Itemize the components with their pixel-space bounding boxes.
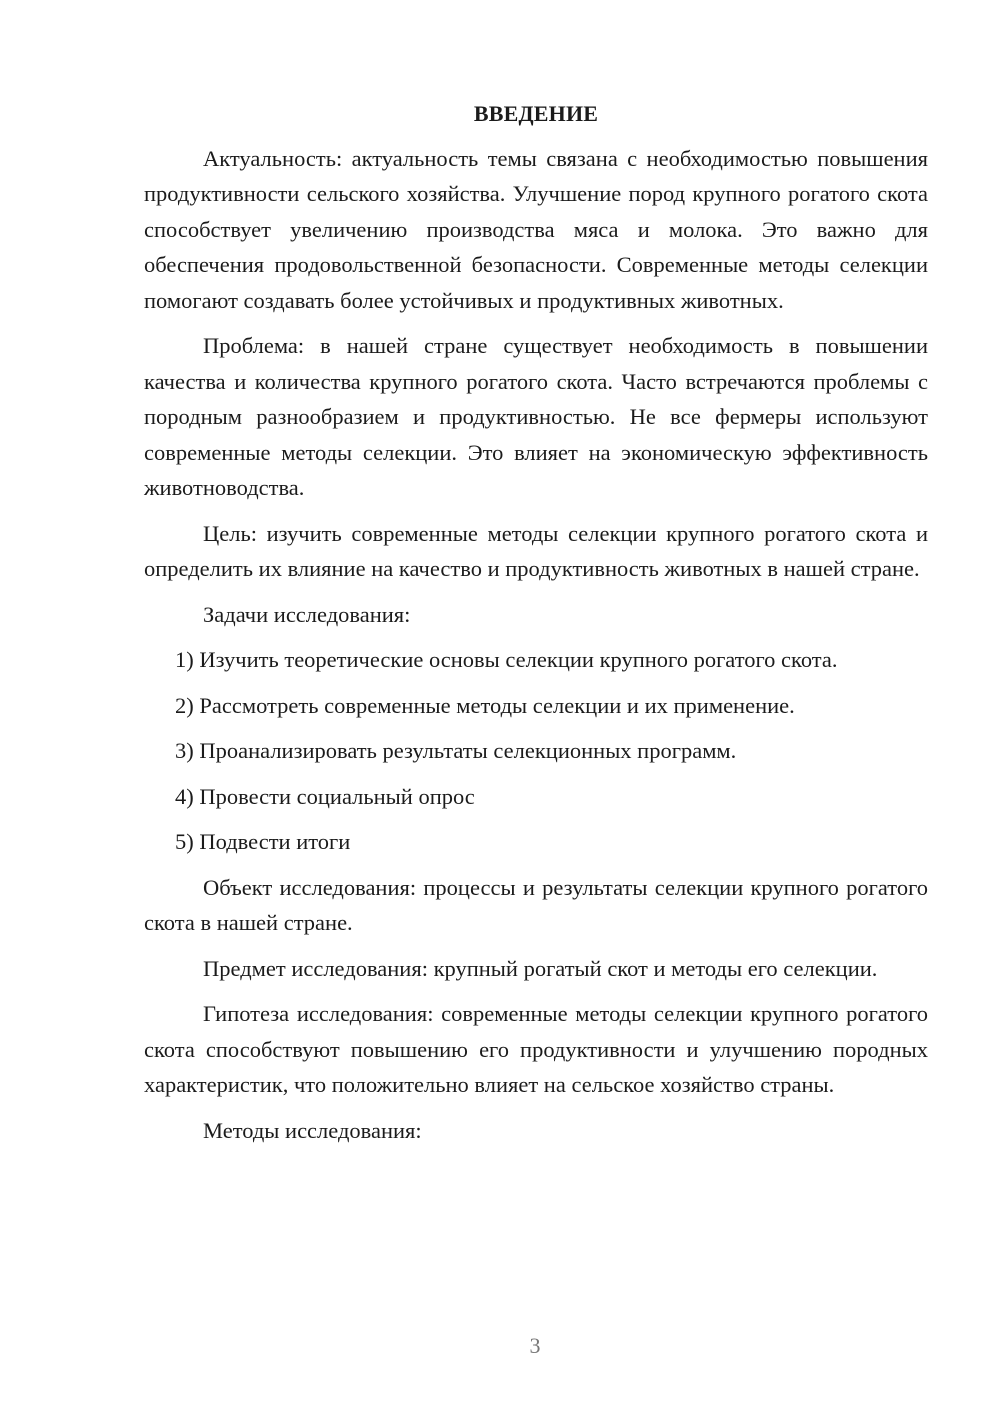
tasks-heading: Задачи исследования: xyxy=(203,601,411,627)
goal-paragraph: Цель: изучить современные методы селекции крупного рогатого скота и определить их влияние на качество и продуктивность животных в нашей стране. xyxy=(144,520,928,581)
object-paragraph: Объект исследования: процессы и результаты селекции крупного рогатого скота в нашей стране. xyxy=(144,874,928,935)
subject-paragraph: Предмет исследования: крупный рогатый скот и методы его селекции. xyxy=(203,955,878,981)
task-item: 2) Рассмотреть современные методы селекции и их применение. xyxy=(175,692,795,718)
task-item: 3) Проанализировать результаты селекционных программ. xyxy=(175,738,737,763)
task-item: 1) Изучить теоретические основы селекции крупного рогатого скота. xyxy=(175,647,838,672)
page-number: 3 xyxy=(529,1333,541,1358)
task-item: 5) Подвести итоги xyxy=(175,829,351,854)
task-item: 4) Провести социальный опрос xyxy=(175,783,475,809)
methods-heading: Методы исследования: xyxy=(203,1117,422,1143)
page-content xyxy=(144,96,928,1158)
tasks-list xyxy=(144,642,928,860)
hypothesis-paragraph: Гипотеза исследования: современные методы селекции крупного рогатого скота способствуют повышению его продуктивности и улучшению породных характеристик, что положительно влияет на сельское хозяйство страны. xyxy=(144,1001,928,1097)
problem-paragraph: Проблема: в нашей стране существует необходимость в повышении качества и количества крупного рогатого скота. Часто встречаются проблемы с породным разнообразием и продуктивностью. Не все фермеры используют современные методы селекции. Это влияет на экономическую эффективность животноводства. xyxy=(144,333,928,500)
relevance-paragraph: Актуальность: актуальность темы связана с необходимостью повышения продуктивности сельского хозяйства. Улучшение пород крупного рогатого скота способствует увеличению производства мяса и молока. Это важно для обеспечения продовольственной безопасности. Современные методы селекции помогают создавать более устойчивых и продуктивных животных. xyxy=(144,145,928,313)
document-title: ВВЕДЕНИЕ xyxy=(473,101,599,126)
